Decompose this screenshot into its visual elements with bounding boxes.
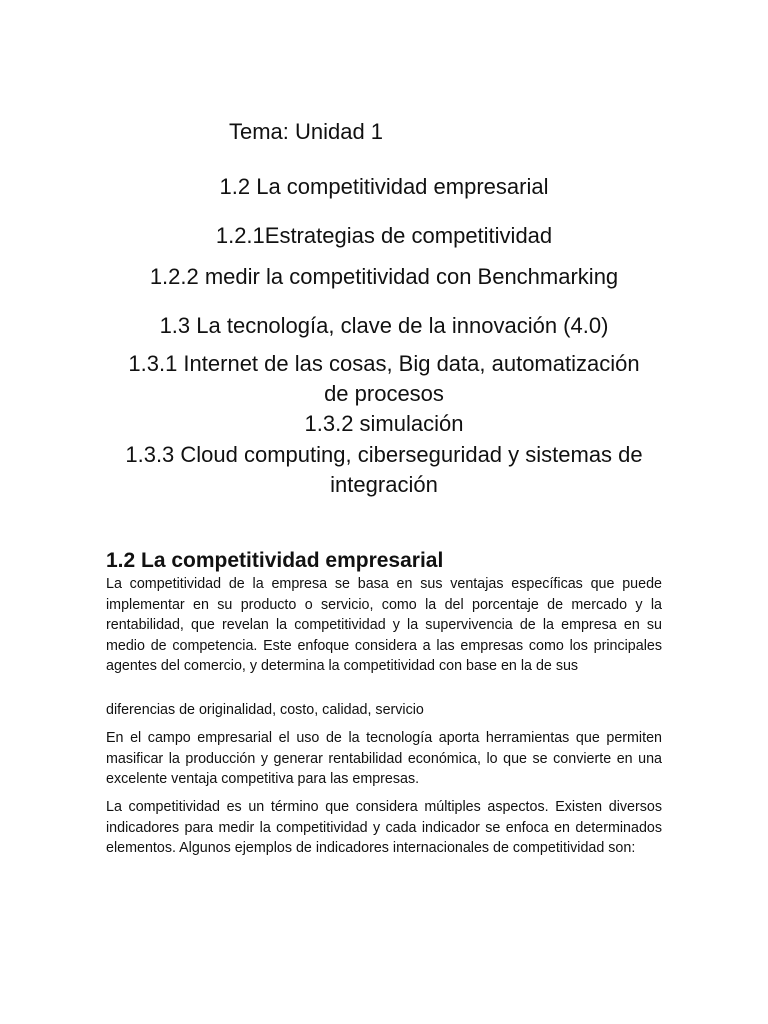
toc-item: 1.3.3 Cloud computing, ciberseguridad y sistemas de — [125, 442, 643, 467]
toc-item: de procesos — [324, 381, 444, 406]
toc-item: 1.3 La tecnología, clave de la innovación (4.0) — [159, 313, 609, 338]
toc-item: 1.2.2 medir la competitividad con Benchmarking — [149, 264, 619, 289]
toc-item: integración — [330, 472, 438, 497]
body-paragraph: En el campo empresarial el uso de la tecnología aporta herramientas que permiten masificar la producción y generar rentabilidad económica, lo que se convierte en una excelente ventaja competitiva para las empresas. — [106, 730, 662, 788]
toc-item: 1.2.1Estrategias de competitividad — [215, 223, 553, 248]
toc-item: 1.2 La competitividad empresarial — [219, 174, 549, 199]
toc-item: 1.3.2 simulación — [304, 411, 464, 436]
body-paragraph: La competitividad es un término que considera múltiples aspectos. Existen diversos indicadores para medir la competitividad y cada indicador se enfoca en determinados elementos. Algunos ejemplos de indicadores internacionales de competitividad son: — [106, 799, 662, 857]
toc-item: 1.3.1 Internet de las cosas, Big data, automatización — [128, 351, 640, 376]
document-title: Tema: Unidad 1 — [228, 119, 384, 144]
body-paragraph: diferencias de originalidad, costo, calidad, servicio — [106, 702, 424, 718]
body-paragraph: La competitividad de la empresa se basa en sus ventajas específicas que puede implementar en su producto o servicio, como la del porcentaje de mercado y la rentabilidad, que revelan la competitividad y la supervivencia de la empresa en su medio de competencia. Este enfoque considera a las empresas como los principales agentes del comercio, y determina la competitividad con base en la de sus — [106, 576, 662, 675]
section-title: 1.2 La competitividad empresarial — [106, 549, 444, 572]
